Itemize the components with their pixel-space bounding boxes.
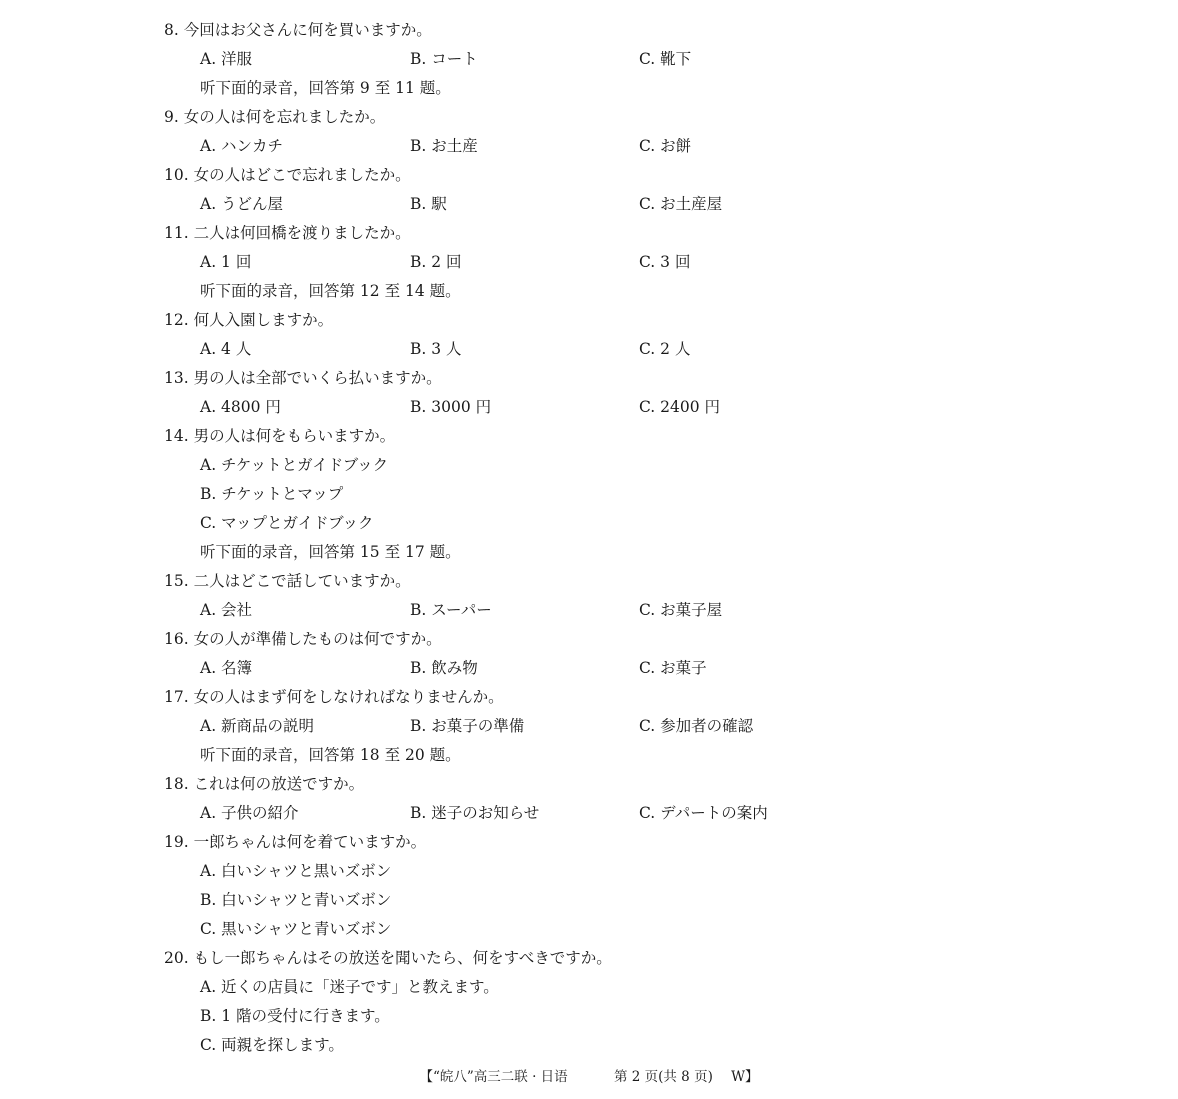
answer-option-c: C. お菓子屋: [639, 601, 723, 619]
question-text: 15. 二人はどこで話していますか。: [164, 572, 411, 590]
answer-option: B. 1 階の受付に行きます。: [200, 1007, 390, 1025]
answer-option-c: C. お餅: [639, 137, 692, 155]
question-text: 11. 二人は何回橋を渡りましたか。: [164, 224, 411, 242]
answer-options-row: [164, 712, 1064, 741]
question-text: 20. もし一郎ちゃんはその放送を聞いたら、何をすべきですか。: [164, 949, 612, 967]
answer-option-a: A. 4 人: [200, 340, 252, 358]
question-text: 19. 一郎ちゃんは何を着ていますか。: [164, 833, 427, 851]
answer-options-row: [164, 799, 1064, 828]
listening-instruction: 听下面的录音，回答第 12 至 14 题。: [200, 282, 461, 300]
answer-option-a: A. ハンカチ: [200, 137, 284, 155]
answer-option-c: C. 3 回: [639, 253, 691, 271]
answer-option: B. チケットとマップ: [200, 485, 344, 503]
answer-option-a: A. うどん屋: [200, 195, 284, 213]
footer-code: W】: [731, 1069, 759, 1085]
answer-option-a: A. 新商品の説明: [200, 717, 315, 735]
listening-instruction: 听下面的录音，回答第 15 至 17 题。: [200, 543, 461, 561]
answer-options-row: [164, 45, 1064, 74]
answer-option-a: A. 洋服: [200, 50, 253, 68]
answer-options-row: [164, 335, 1064, 364]
question-list: [164, 16, 1064, 1060]
answer-options-row: [164, 190, 1064, 219]
answer-option-b: B. 迷子のお知らせ: [410, 804, 540, 822]
answer-options-row: [164, 654, 1064, 683]
answer-options-row: [164, 132, 1064, 161]
answer-option-c: C. お菓子: [639, 659, 707, 677]
answer-option-a: A. 4800 円: [200, 398, 281, 416]
question-text: 17. 女の人はまず何をしなければなりませんか。: [164, 688, 504, 706]
answer-option: C. マップとガイドブック: [200, 514, 374, 532]
answer-option-b: B. スーパー: [410, 601, 492, 619]
answer-option: A. 白いシャツと黒いズボン: [200, 862, 392, 880]
answer-option-b: B. 飲み物: [410, 659, 478, 677]
question-text: 13. 男の人は全部でいくら払いますか。: [164, 369, 442, 387]
question-text: 16. 女の人が準備したものは何ですか。: [164, 630, 442, 648]
question-text: 8. 今回はお父さんに何を買いますか。: [164, 21, 432, 39]
answer-options-row: [164, 596, 1064, 625]
answer-option-a: A. 名簿: [200, 659, 253, 677]
page-footer: [0, 1066, 1178, 1088]
answer-options-row: [164, 393, 1064, 422]
answer-option-b: B. お土産: [410, 137, 478, 155]
question-text: 12. 何人入園しますか。: [164, 311, 334, 329]
answer-option: C. 黒いシャツと青いズボン: [200, 920, 392, 938]
answer-option-b: B. コート: [410, 50, 478, 68]
answer-option-a: A. 会社: [200, 601, 253, 619]
answer-options-row: [164, 248, 1064, 277]
answer-option: A. 近くの店員に「迷子です」と教えます。: [200, 978, 499, 996]
answer-option-c: C. 靴下: [639, 50, 692, 68]
answer-option-a: A. 子供の紹介: [200, 804, 299, 822]
question-text: 10. 女の人はどこで忘れましたか。: [164, 166, 411, 184]
answer-option-b: B. 2 回: [410, 253, 462, 271]
question-text: 14. 男の人は何をもらいますか。: [164, 427, 396, 445]
answer-option-b: B. お菓子の準備: [410, 717, 525, 735]
answer-option-c: C. 2400 円: [639, 398, 721, 416]
question-text: 9. 女の人は何を忘れましたか。: [164, 108, 386, 126]
answer-option-c: C. 参加者の確認: [639, 717, 754, 735]
answer-option-b: B. 駅: [410, 195, 447, 213]
question-text: 18. これは何の放送ですか。: [164, 775, 365, 793]
answer-option: B. 白いシャツと青いズボン: [200, 891, 392, 909]
answer-option-c: C. 2 人: [639, 340, 691, 358]
answer-option: A. チケットとガイドブック: [200, 456, 389, 474]
listening-instruction: 听下面的录音，回答第 18 至 20 题。: [200, 746, 461, 764]
footer-title: 【“皖八”高三二联 · 日语: [419, 1069, 568, 1085]
answer-option-c: C. デパートの案内: [639, 804, 768, 822]
answer-option-b: B. 3 人: [410, 340, 462, 358]
footer-page-number: 第 2 页(共 8 页): [613, 1069, 713, 1085]
answer-option-a: A. 1 回: [200, 253, 252, 271]
answer-option-c: C. お土産屋: [639, 195, 723, 213]
listening-instruction: 听下面的录音，回答第 9 至 11 题。: [200, 79, 451, 97]
answer-option: C. 両親を探します。: [200, 1036, 344, 1054]
answer-option-b: B. 3000 円: [410, 398, 492, 416]
